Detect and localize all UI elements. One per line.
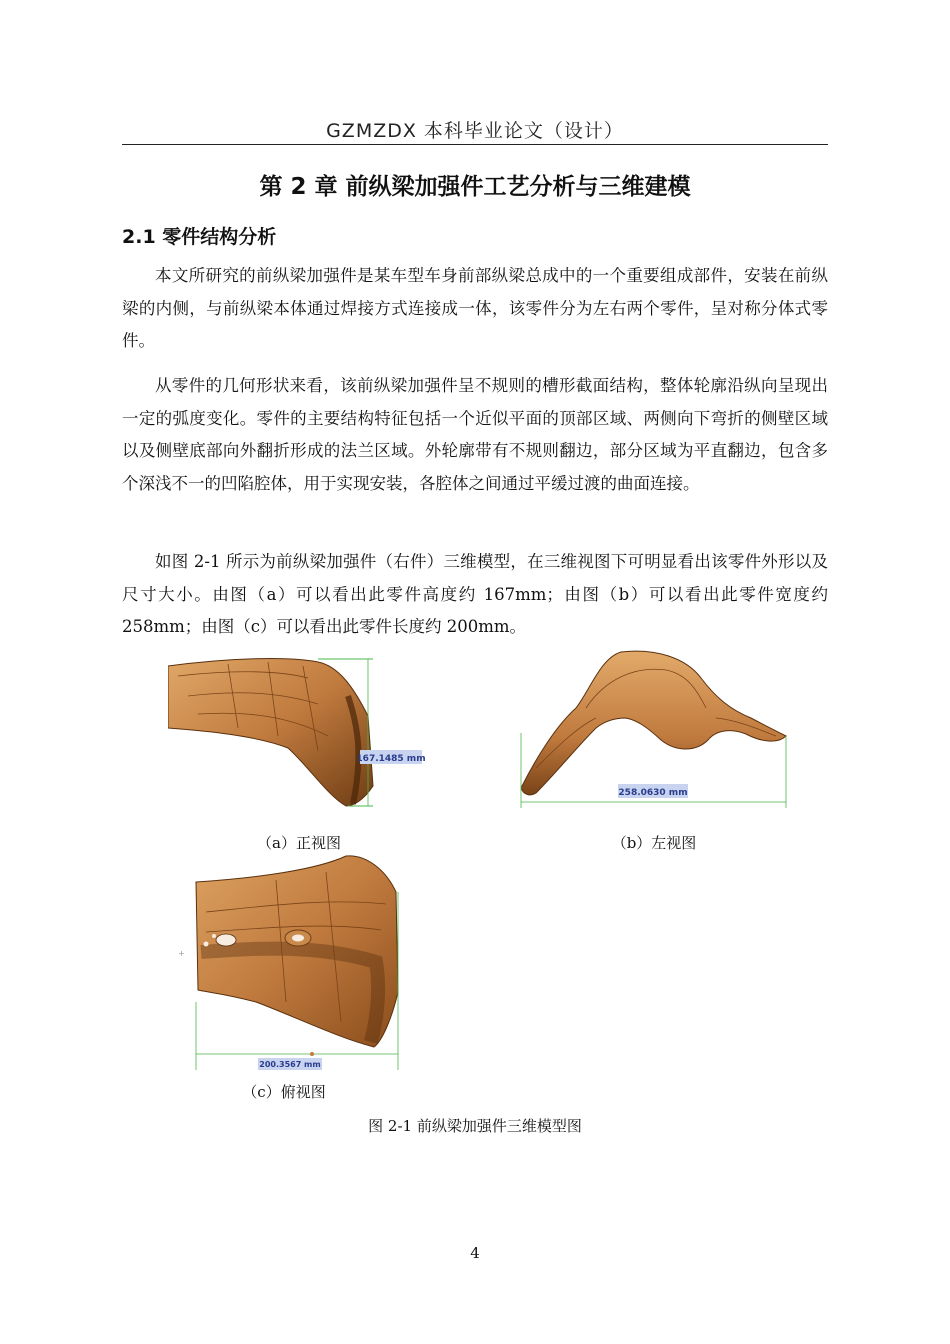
figure-a-dimension-label: 167.1485 mm — [356, 754, 426, 764]
paragraph-2: 从零件的几何形状来看，该前纵梁加强件呈不规则的槽形截面结构，整体轮廓沿纵向呈现出一定的弧度变化。零件的主要结构特征包括一个近似平面的顶部区域、两侧向下弯折的侧壁区域以及侧壁底部向外翻折形成的法兰区域。外轮廓带有不规则翻边，部分区域为平直翻边，包含多个深浅不一的凹陷腔体，用于实现安装，各腔体之间通过平缓过渡的曲面连接。 — [122, 376, 828, 493]
figure-c-image — [176, 852, 406, 1074]
header-rule — [122, 144, 828, 145]
figure-b-dimension-label: 258.0630 mm — [618, 788, 688, 798]
figure-c-dimension-label: 200.3567 mm — [259, 1060, 321, 1069]
page-number: 4 — [470, 1244, 480, 1262]
figure-2-1-caption: 图 2-1 前纵梁加强件三维模型图 — [368, 1117, 582, 1135]
figure-c-caption: （c）俯视图 — [242, 1083, 326, 1101]
figure-b-left-view — [516, 648, 792, 816]
paragraph-1: 本文所研究的前纵梁加强件是某车型车身前部纵梁总成中的一个重要组成部件，安装在前纵梁的内侧，与前纵梁本体通过焊接方式连接成一体，该零件分为左右两个零件，呈对称分体式零件。 — [122, 266, 828, 350]
chapter-title: 第 2 章 前纵梁加强件工艺分析与三维建模 — [259, 174, 691, 200]
figure-c-top-view — [176, 852, 406, 1074]
figure-a-image — [168, 656, 430, 816]
figure-b-image — [516, 648, 792, 816]
figure-b-caption: （b）左视图 — [611, 834, 697, 852]
svg-text:+: + — [178, 949, 185, 958]
figure-a-front-view — [168, 656, 430, 816]
running-header: GZMZDX 本科毕业论文（设计） — [326, 120, 624, 142]
section-title: 2.1 零件结构分析 — [122, 226, 277, 248]
figure-a-caption: （a）正视图 — [257, 834, 341, 852]
paragraph-3: 如图 2-1 所示为前纵梁加强件（右件）三维模型，在三维视图下可明显看出该零件外形以及尺寸大小。由图（a）可以看出此零件高度约 167mm；由图（b）可以看出此零件宽度约 258mm；由图（c）可以看出此零件长度约 200mm。 — [122, 552, 828, 636]
